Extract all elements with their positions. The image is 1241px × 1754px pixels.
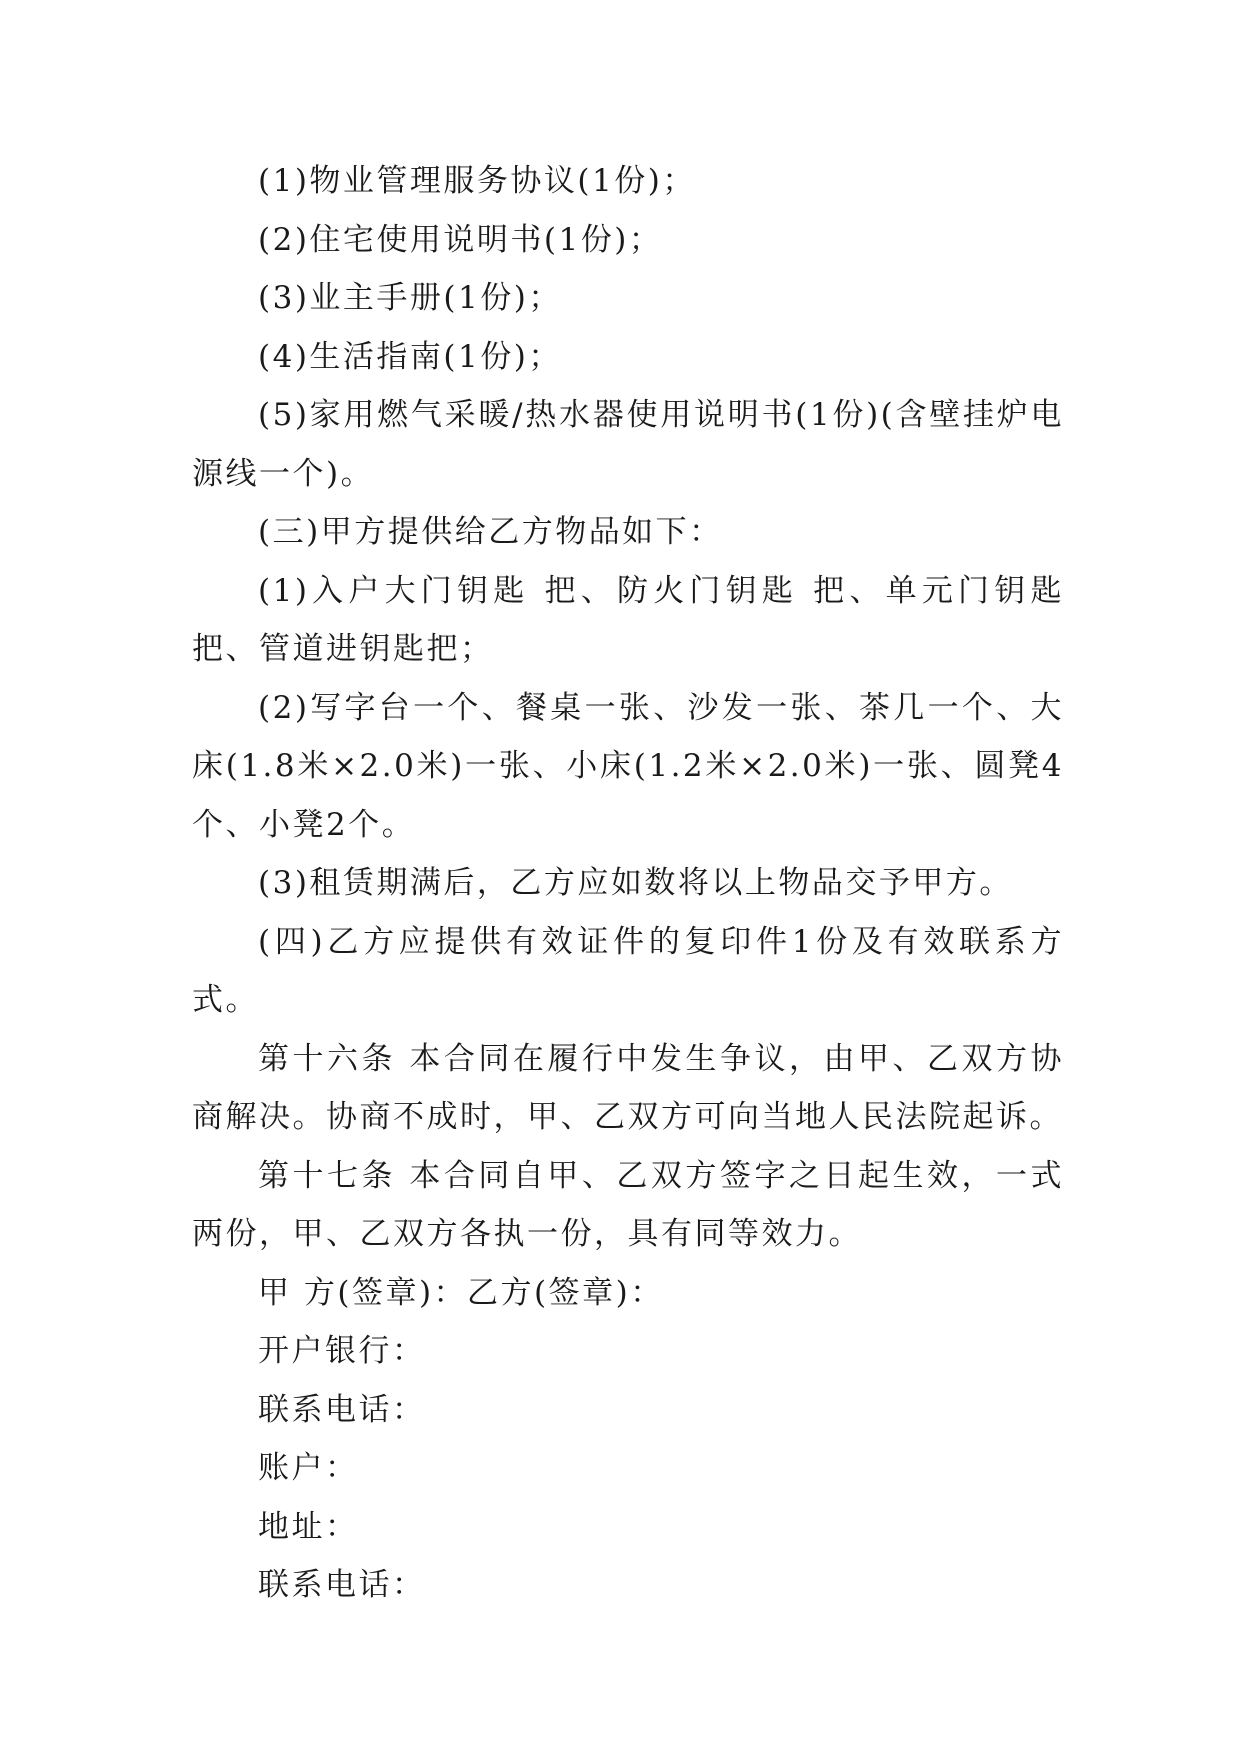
- signature-line: 甲 方(签章)：乙方(签章)：: [258, 1274, 664, 1311]
- address-field-label: 地址：: [258, 1508, 359, 1545]
- item-return-clause: (3)租赁期满后，乙方应如数将以上物品交予甲方。: [258, 865, 1013, 901]
- phone-field-label-2: 联系电话：: [258, 1567, 426, 1603]
- item-living-guide: (4)生活指南(1份)；: [258, 338, 562, 375]
- bank-field-label: 开户银行：: [258, 1333, 426, 1369]
- item-furniture: (2)写字台一个、餐桌一张、沙发一张、茶几一个、大床(1.8米×2.0米)一张、小床(1.2米×2.0米)一张、圆凳4个、小凳2个。: [192, 689, 1064, 843]
- phone-field-label: 联系电话：: [258, 1391, 426, 1428]
- account-field-label: 账户：: [258, 1450, 359, 1486]
- section-provided-items-heading: (三)甲方提供给乙方物品如下：: [258, 514, 723, 550]
- item-residence-manual: (2)住宅使用说明书(1份)；: [258, 221, 663, 258]
- item-keys: (1)入户大门钥匙 把、防火门钥匙 把、单元门钥匙 把、管道进钥匙把；: [192, 572, 1064, 667]
- article-16-dispute: 第十六条 本合同在履行中发生争议，由甲、乙双方协商解决。协商不成时，甲、乙双方可向当地人民法院起诉。: [192, 1040, 1064, 1135]
- article-17-effect: 第十七条 本合同自甲、乙双方签字之日起生效，一式两份，甲、乙双方各执一份，具有同等效力。: [192, 1157, 1064, 1252]
- item-gas-heater-manual: (5)家用燃气采暖/热水器使用说明书(1份)(含壁挂炉电源线一个)。: [192, 397, 1064, 492]
- document-page: [192, 152, 1064, 1615]
- section-id-copy: (四)乙方应提供有效证件的复印件1份及有效联系方式。: [192, 923, 1064, 1018]
- item-property-agreement: (1)物业管理服务协议(1份)；: [258, 163, 696, 199]
- item-owner-handbook: (3)业主手册(1份)；: [258, 280, 562, 316]
